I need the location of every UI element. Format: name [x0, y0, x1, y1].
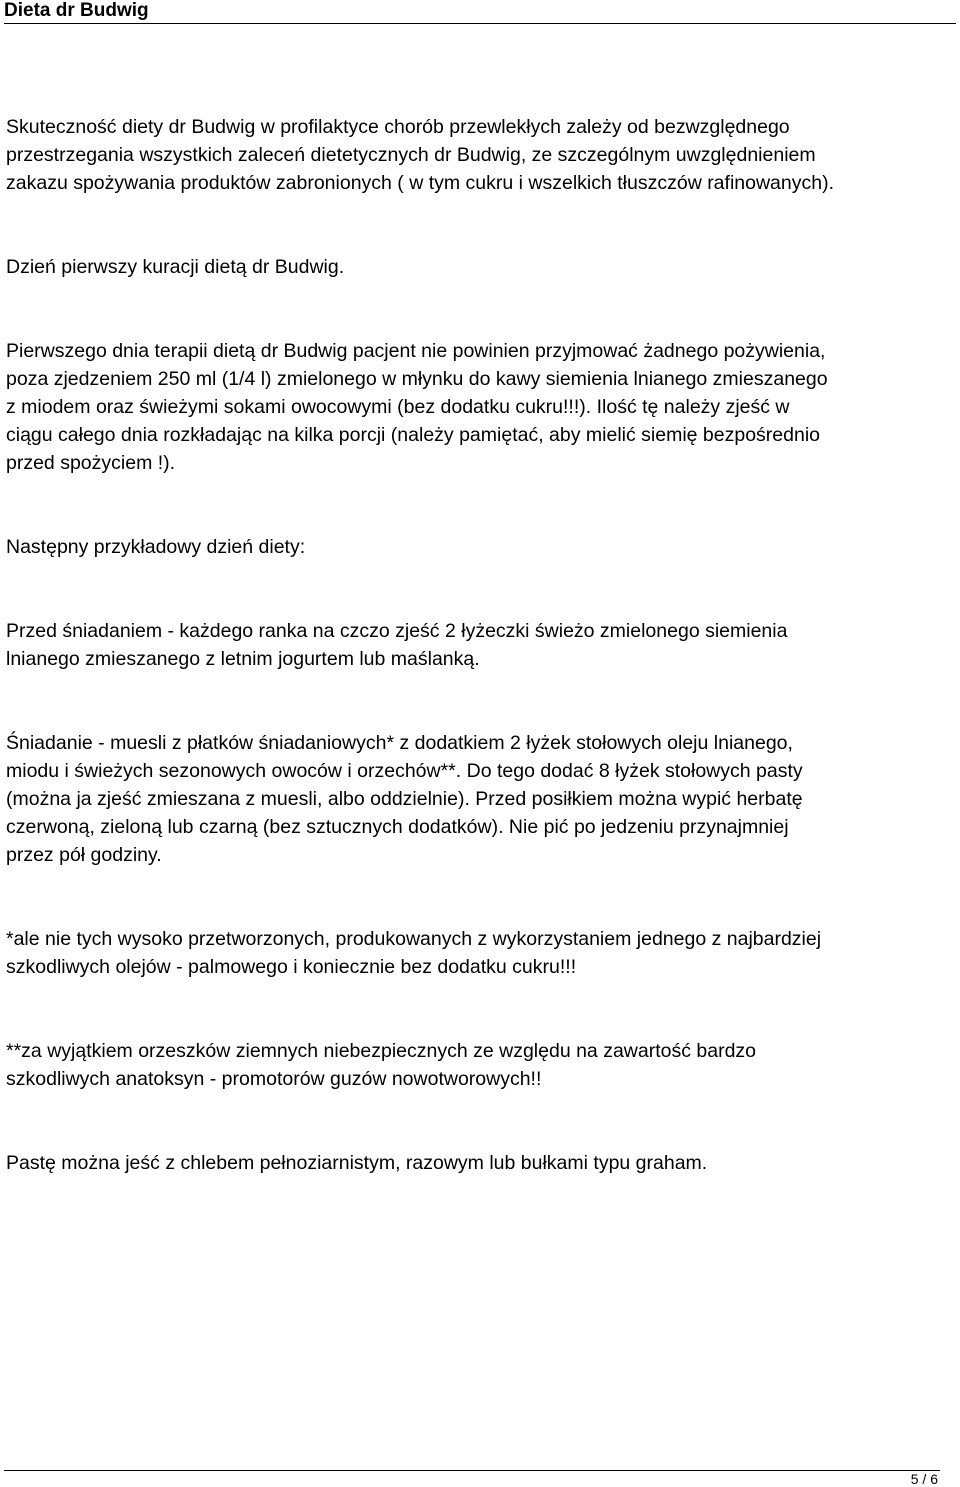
- page-footer: [0, 1466, 960, 1487]
- paragraph-day-one-heading: Dzień pierwszy kuracji dietą dr Budwig.: [6, 256, 345, 278]
- paragraph-day-one: Pierwszego dnia terapii dietą dr Budwig pacjent nie powinien przyjmować żadnego pożywienia, poza zjedzeniem 250 ml (1/4 l) zmielonego w młynku do kawy siemienia lnianego zmieszanego z miodem oraz świeżymi sokami owocowymi (bez dodatku cukru!!!). Ilość tę należy zjeść w ciągu całego dnia rozkładając na kilka porcji (należy pamiętać, aby mielić siemię bezpośrednio przed spożyciem !).: [6, 340, 828, 474]
- document-title: Dieta dr Budwig: [4, 0, 149, 21]
- footer-divider: [4, 1470, 940, 1471]
- paragraph-intro: Skuteczność diety dr Budwig w profilaktyce chorób przewlekłych zależy od bezwzględnego przestrzegania wszystkich zaleceń dietetycznych dr Budwig, ze szczególnym uwzględnieniem zakazu spożywania produktów zabronionych ( w tym cukru i wszelkich tłuszczów rafinowanych).: [6, 116, 834, 194]
- paragraph-before-breakfast: Przed śniadaniem - każdego ranka na czczo zjeść 2 łyżeczki świeżo zmielonego siemienia lnianego zmieszanego z letnim jogurtem lub maślanką.: [6, 620, 788, 670]
- footnote-double-asterisk: **za wyjątkiem orzeszków ziemnych niebezpiecznych ze względu na zawartość bardzo szkodliwych anatoksyn - promotorów guzów nowotworowych!!: [6, 1040, 757, 1090]
- header-divider: [4, 23, 956, 24]
- paragraph-next-day-heading: Następny przykładowy dzień diety:: [6, 536, 306, 558]
- paragraph-breakfast: Śniadanie - muesli z płatków śniadaniowych* z dodatkiem 2 łyżek stołowych oleju lnianego, miodu i świeżych sezonowych owoców i orzechów**. Do tego dodać 8 łyżek stołowych pasty (można ja zjeść zmieszana z muesli, albo oddzielnie). Przed posiłkiem można wypić herbatę czerwoną, zieloną lub czarną (bez sztucznych dodatków). Nie pić po jedzeniu przynajmniej przez pół godziny.: [6, 732, 803, 866]
- footnote-single-asterisk: *ale nie tych wysoko przetworzonych, produkowanych z wykorzystaniem jednego z najbardziej szkodliwych olejów - palmowego i koniecznie bez dodatku cukru!!!: [6, 928, 822, 978]
- document-body: [6, 113, 952, 1177]
- page-number: 5 / 6: [910, 1471, 938, 1487]
- page-header: [0, 0, 960, 22]
- paragraph-paste: Pastę można jeść z chlebem pełnoziarnistym, razowym lub bułkami typu graham.: [6, 1152, 708, 1174]
